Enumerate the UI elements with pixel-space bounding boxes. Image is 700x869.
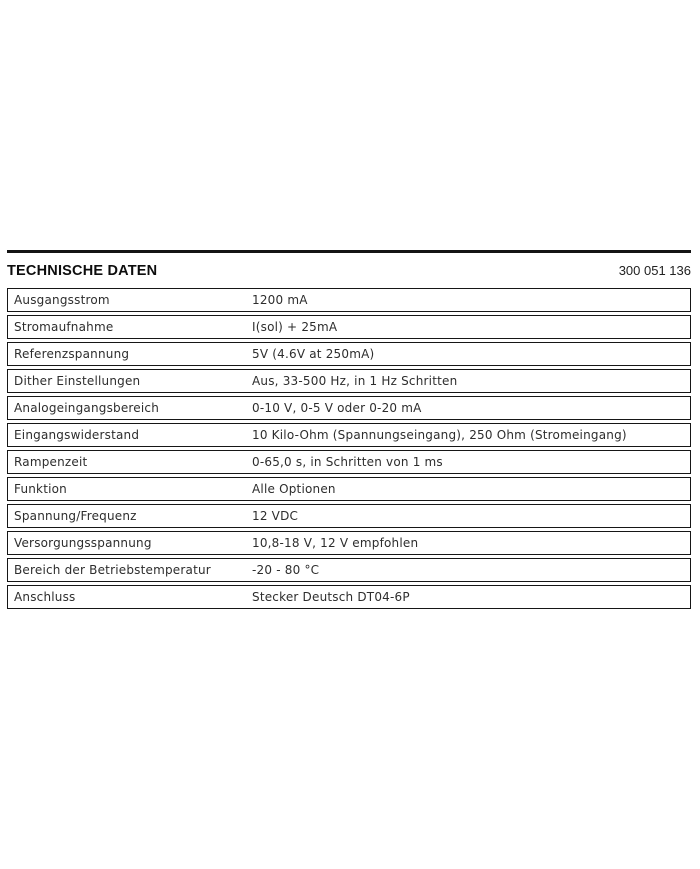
spec-label: Versorgungsspannung [14, 536, 152, 550]
spec-row-spannung-frequenz [7, 504, 691, 528]
spec-row-betriebstemperatur [7, 558, 691, 582]
spec-row-dither-einstellungen [7, 369, 691, 393]
spec-value: 1200 mA [252, 293, 308, 307]
spec-row-anschluss [7, 585, 691, 609]
spec-label: Referenzspannung [14, 347, 130, 361]
spec-value: Alle Optionen [252, 482, 336, 496]
spec-row-analogeingangsbereich [7, 396, 691, 420]
spec-row-funktion [7, 477, 691, 501]
spec-value: 0-65,0 s, in Schritten von 1 ms [252, 455, 443, 469]
page-title: TECHNISCHE DATEN [7, 262, 158, 279]
doc-number: 300 051 136 [618, 263, 691, 278]
spec-row-eingangswiderstand [7, 423, 691, 447]
spec-value: 5V (4.6V at 250mA) [252, 347, 375, 361]
spec-label: Stromaufnahme [14, 320, 114, 334]
spec-value: Stecker Deutsch DT04-6P [252, 590, 410, 604]
spec-label: Bereich der Betriebstemperatur [14, 563, 211, 577]
spec-value: -20 - 80 °C [252, 563, 320, 577]
spec-row-stromaufnahme [7, 315, 691, 339]
spec-label: Ausgangsstrom [14, 293, 110, 307]
spec-row-referenzspannung [7, 342, 691, 366]
spec-value: 10,8-18 V, 12 V empfohlen [252, 536, 419, 550]
spec-value: I(sol) + 25mA [252, 320, 338, 334]
spec-value: Aus, 33-500 Hz, in 1 Hz Schritten [252, 374, 458, 388]
spec-label: Funktion [14, 482, 67, 496]
spec-value: 12 VDC [252, 509, 299, 523]
header [7, 253, 691, 288]
spec-label: Anschluss [14, 590, 76, 604]
spec-row-versorgungsspannung [7, 531, 691, 555]
spec-label: Dither Einstellungen [14, 374, 141, 388]
spec-value: 0-10 V, 0-5 V oder 0-20 mA [252, 401, 422, 415]
spec-label: Eingangswiderstand [14, 428, 140, 442]
spec-label: Analogeingangsbereich [14, 401, 160, 415]
spec-label: Rampenzeit [14, 455, 88, 469]
spec-table [7, 288, 691, 609]
spec-row-ausgangsstrom [7, 288, 691, 312]
spec-label: Spannung/Frequenz [14, 509, 137, 523]
spec-row-rampenzeit [7, 450, 691, 474]
spec-value: 10 Kilo-Ohm (Spannungseingang), 250 Ohm (Stromeingang) [252, 428, 627, 442]
